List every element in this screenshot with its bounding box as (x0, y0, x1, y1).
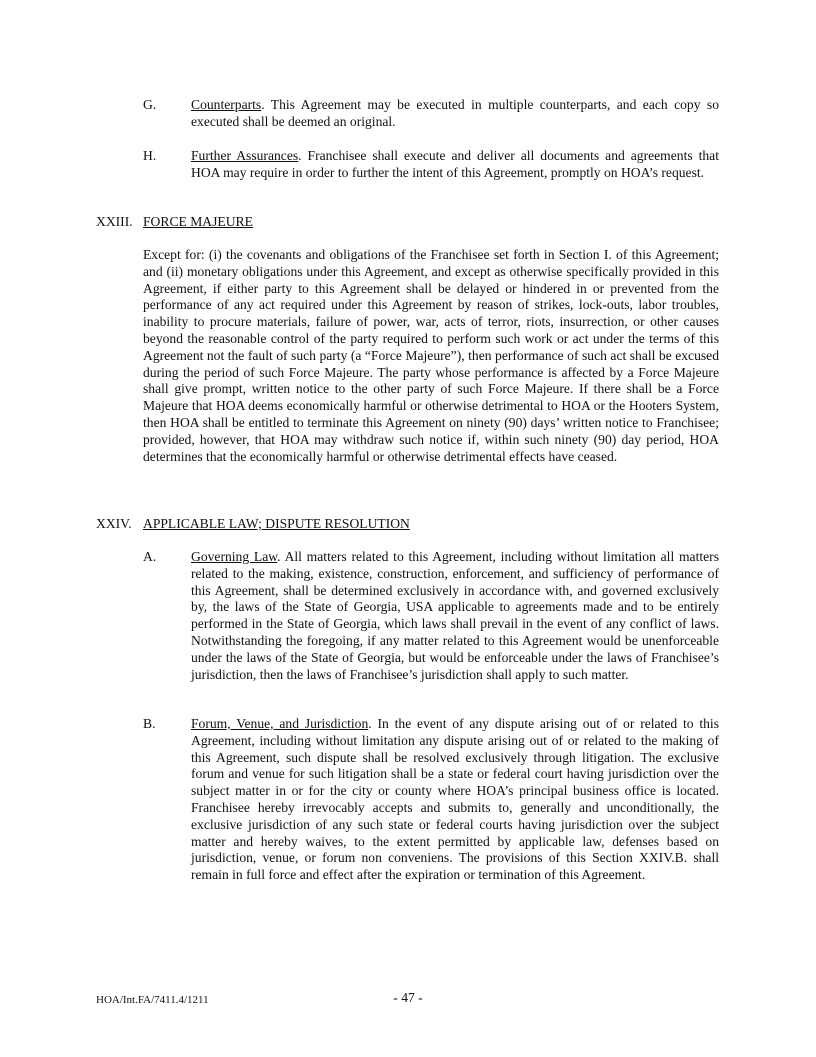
subsection-text: . All matters related to this Agreement, including without limitation all matters related to the making, existence, construction, enforcement, and sufficiency of performance of this Agreement, shall be determined exclusively in accordance with, and governed exclusively by, the laws of the State of Georgia, USA applicable to agreements made and to be entirely performed in the State of Georgia, which laws shall prevail in the event of any conflict of laws. Notwithstanding the foregoing, if any matter related to this Agreement would be unenforceable under the laws of the State of Georgia, but would be enforceable under the laws of Franchisee’s jurisdiction, then the laws of Franchisee’s jurisdiction shall apply to such matter. (191, 549, 719, 682)
subsection-text: . Franchisee shall execute and deliver all documents and agreements that HOA may require in order to further the intent of this Agreement, promptly on HOA’s request. (191, 148, 719, 180)
footer-page-number: - 47 - (393, 990, 423, 1005)
section-title: FORCE MAJEURE (143, 214, 253, 229)
subsection-label: B. (143, 716, 156, 731)
subsection-heading: Governing Law (191, 549, 278, 564)
subsection-text: . This Agreement may be executed in multiple counterparts, and each copy so executed shall be deemed an original. (191, 97, 719, 129)
section-number: XXIV. (96, 516, 132, 531)
subsection-heading: Forum, Venue, and Jurisdiction (191, 716, 369, 731)
section-number: XXIII. (96, 214, 133, 229)
subsection-heading: Counterparts (191, 97, 262, 112)
subsection-body (191, 148, 719, 182)
subsection-label: A. (143, 549, 157, 564)
footer-document-id: HOA/Int.FA/7411.4/1211 (96, 994, 209, 1006)
subsection-label: H. (143, 148, 157, 163)
subsection-body (191, 97, 719, 131)
subsection-text: . In the event of any dispute arising out of or related to this Agreement, including without limitation any dispute arising out of or related to the making of this Agreement, such dispute shall be resolved exclusively through litigation. The exclusive forum and venue for such litigation shall be a state or federal court having jurisdiction over the subject matter in or for the city or county where HOA’s principal business office is located. Franchisee hereby irrevocably accepts and submits to, generally and unconditionally, the exclusive jurisdiction of any such state or federal courts having jurisdiction over the subject matter and hereby waives, to the extent permitted by applicable law, defenses based on jurisdiction, venue, or forum non conveniens. The provisions of this Section XXIV.B. shall remain in full force and effect after the expiration or termination of this Agreement. (191, 716, 719, 883)
subsection-body (191, 716, 719, 884)
subsection-heading: Further Assurances (191, 148, 299, 163)
subsection-label: G. (143, 97, 157, 112)
section-xxiii-body: Except for: (i) the covenants and obligations of the Franchisee set forth in Section I. of this Agreement; and (ii) monetary obligations under this Agreement, and except as otherwise specifically provided in this Agreement, if either party to this Agreement shall be delayed or hindered in or prevented from the performance of any act required under this Agreement by reason of strikes, lock-outs, labor troubles, inability to procure materials, failure of power, war, acts of terror, riots, insurrection, or other causes beyond the reasonable control of the party required to perform such work or act under the terms of this Agreement not the fault of such party (a “Force Majeure”), then performance of such act shall be excused during the period of such Force Majeure. The party whose performance is affected by a Force Majeure shall give prompt, written notice to the other party of such Force Majeure. If there shall be a Force Majeure that HOA deems economically harmful or otherwise detrimental to HOA or the Hooters System, then HOA shall be entitled to terminate this Agreement on ninety (90) days’ written notice to Franchisee; provided, however, that HOA may withdraw such notice if, within such ninety (90) day period, HOA determines that the economically harmful or otherwise detrimental effects have ceased. (143, 247, 719, 464)
section-title: APPLICABLE LAW; DISPUTE RESOLUTION (143, 516, 410, 531)
subsection-body (191, 549, 719, 683)
